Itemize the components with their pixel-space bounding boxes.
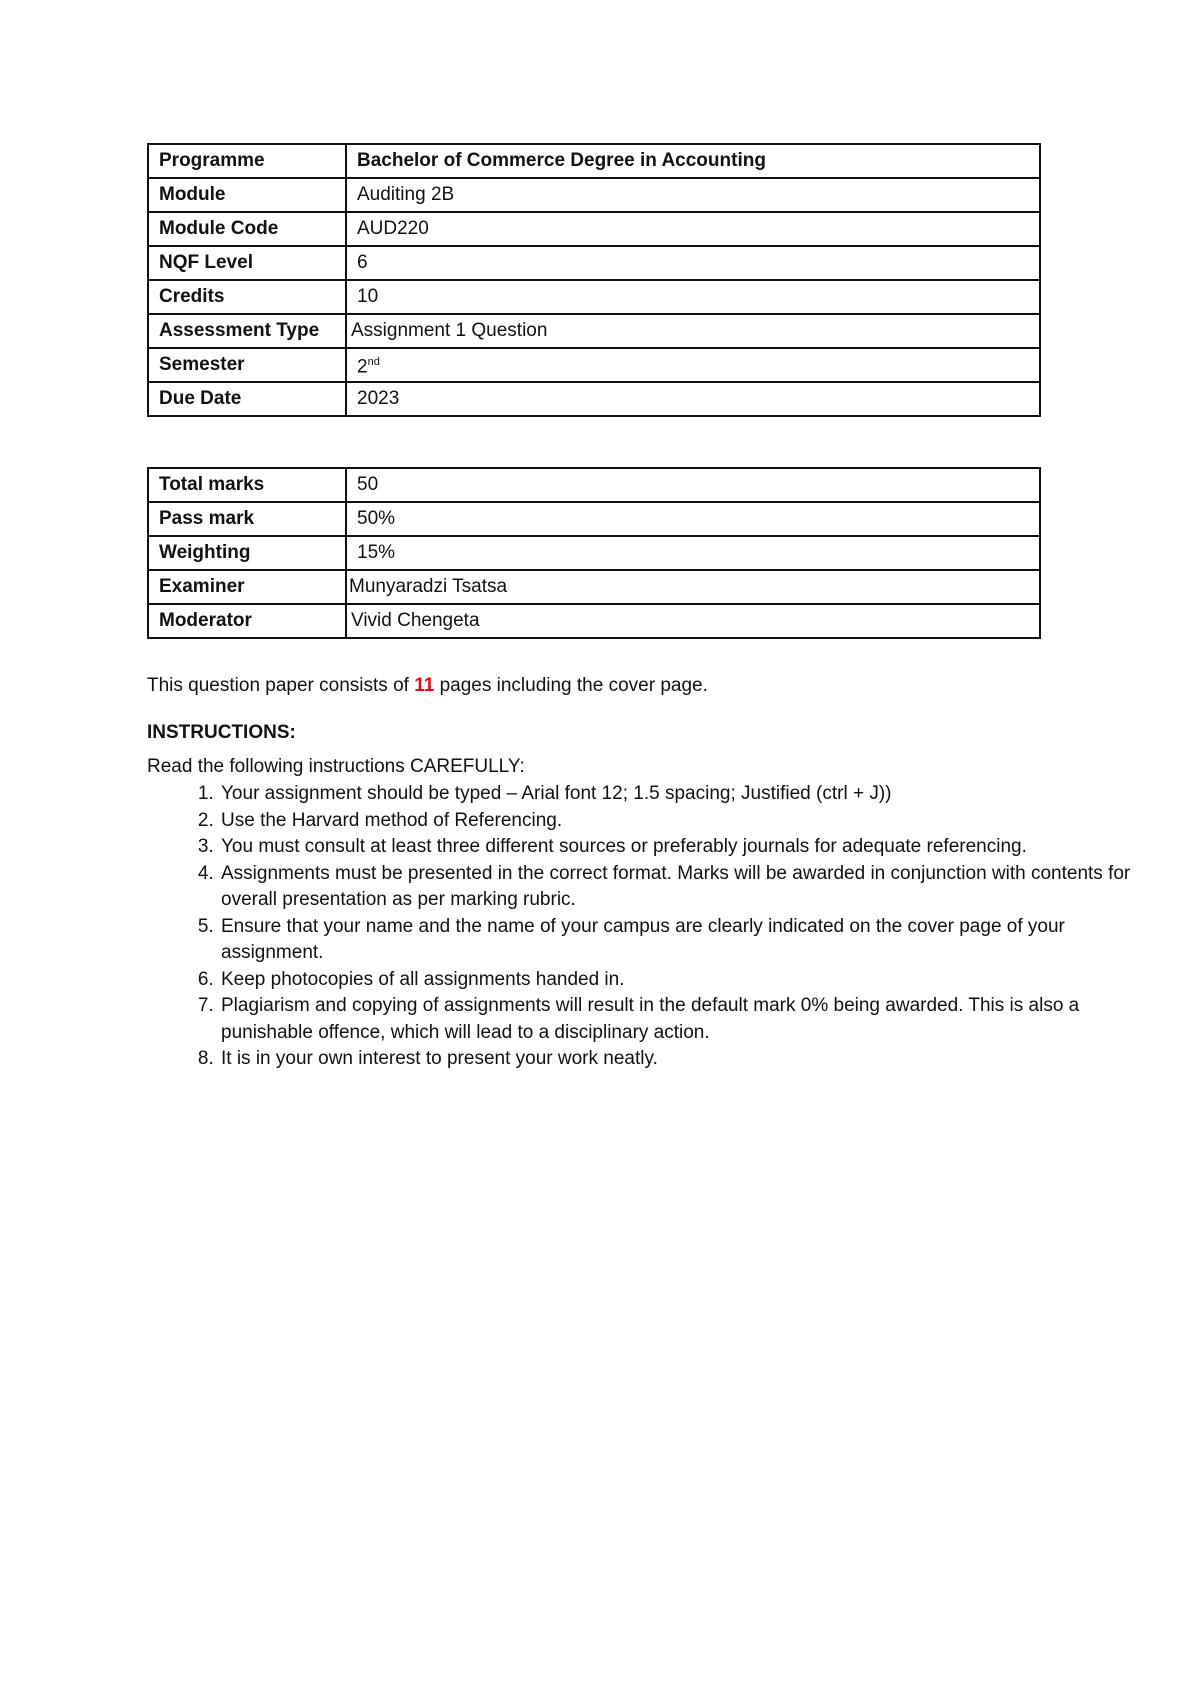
table-row (148, 314, 1040, 348)
moderator-label: Moderator (148, 604, 346, 638)
table-row (148, 246, 1040, 280)
semester-ordinal-suffix: nd (367, 356, 380, 369)
instruction-item: 5. Ensure that your name and the name of your campus are clearly indicated on the cover page of your assignment. (219, 914, 1135, 967)
due-date-label: Due Date (148, 382, 346, 416)
due-date-value: 2023 (346, 382, 1040, 416)
table-row (148, 280, 1040, 314)
semester-number: 2 (357, 356, 368, 378)
assessment-type-label: Assessment Type (148, 314, 346, 348)
moderator-value: Vivid Chengeta (346, 604, 1040, 638)
programme-label: Programme (148, 144, 346, 178)
page-count-suffix: pages including the cover page. (434, 675, 708, 696)
table-row (148, 144, 1040, 178)
instructions-intro: Read the following instructions CAREFULLY: (147, 756, 525, 777)
credits-value: 10 (346, 280, 1040, 314)
table-row (148, 178, 1040, 212)
nqf-level-value: 6 (346, 246, 1040, 280)
module-value: Auditing 2B (346, 178, 1040, 212)
credits-label: Credits (148, 280, 346, 314)
total-marks-value: 50 (346, 468, 1040, 502)
instruction-item: 3. You must consult at least three different sources or preferably journals for adequate referencing. (219, 834, 1135, 861)
table-row (148, 570, 1040, 604)
weighting-label: Weighting (148, 536, 346, 570)
table-row (148, 382, 1040, 416)
page-count-statement (147, 673, 1067, 699)
table-row (148, 468, 1040, 502)
instruction-item: 2. Use the Harvard method of Referencing. (219, 808, 1135, 835)
table-row (148, 348, 1040, 382)
semester-label: Semester (148, 348, 346, 382)
instruction-item: 7. Plagiarism and copying of assignments will result in the default mark 0% being awarded. This is also a punishable offence, which will lead to a disciplinary action. (219, 993, 1135, 1046)
table-row (148, 502, 1040, 536)
instruction-item: 4. Assignments must be presented in the correct format. Marks will be awarded in conjunction with contents for overall presentation as per marking rubric. (219, 861, 1135, 914)
assessment-type-value: Assignment 1 Question (346, 314, 1040, 348)
total-marks-label: Total marks (148, 468, 346, 502)
module-label: Module (148, 178, 346, 212)
pass-mark-value: 50% (346, 502, 1040, 536)
weighting-value: 15% (346, 536, 1040, 570)
examiner-label: Examiner (148, 570, 346, 604)
marks-details-table (147, 467, 1041, 639)
instruction-item: 1. Your assignment should be typed – Arial font 12; 1.5 spacing; Justified (ctrl + J)) (219, 781, 1135, 808)
programme-details-table (147, 143, 1041, 417)
instructions-list (147, 781, 1135, 1073)
module-code-label: Module Code (148, 212, 346, 246)
instruction-item: 8. It is in your own interest to present your work neatly. (219, 1046, 1135, 1073)
semester-value (346, 348, 1040, 382)
pass-mark-label: Pass mark (148, 502, 346, 536)
table-row (148, 536, 1040, 570)
page-count-number: 11 (414, 675, 435, 696)
instruction-item: 6. Keep photocopies of all assignments handed in. (219, 967, 1135, 994)
programme-value: Bachelor of Commerce Degree in Accounting (346, 144, 1040, 178)
examiner-value: Munyaradzi Tsatsa (346, 570, 1040, 604)
page-count-prefix: This question paper consists of (147, 675, 415, 696)
module-code-value: AUD220 (346, 212, 1040, 246)
nqf-level-label: NQF Level (148, 246, 346, 280)
instructions-heading: INSTRUCTIONS: (147, 722, 296, 743)
table-row (148, 604, 1040, 638)
table-row (148, 212, 1040, 246)
